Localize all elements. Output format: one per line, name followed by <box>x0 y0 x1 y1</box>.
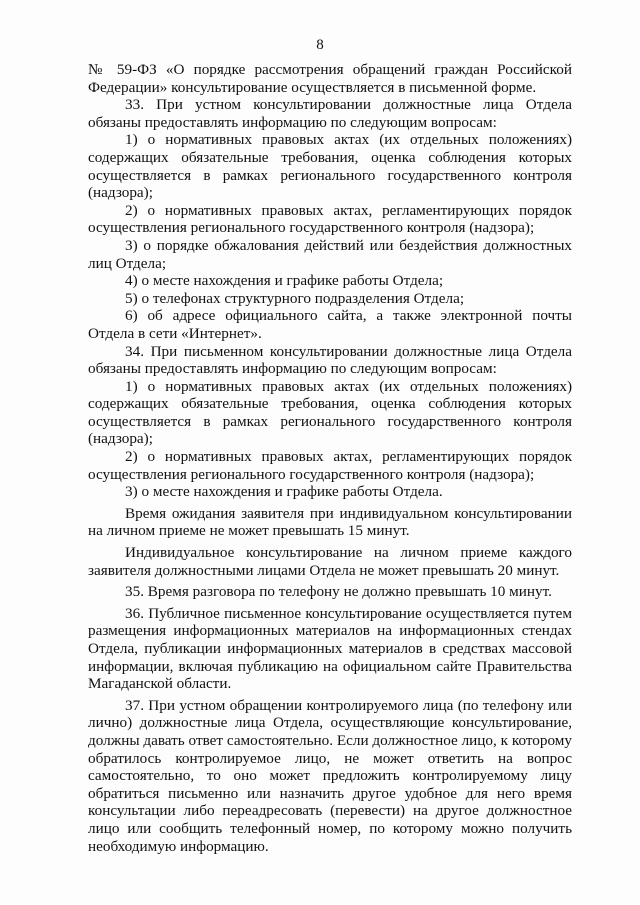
paragraph-continuation: № 59-ФЗ «О порядке рассмотрения обращений граждан Российской Федерации» консультирование осуществляется в письменной форме. <box>88 61 572 96</box>
paragraph-item-37: 37. При устном обращении контролируемого лица (по телефону или лично) должностные лица Отдела, осуществляющие консультирование, должны давать ответ самостоятельно. Если должностное лицо, к которому обратилось контролируемое лицо, не может ответить на вопрос самостоятельно, то оно может предложить контролируемому лицу обратиться письменно или назначить другое удобное для него время консультации либо переадресовать (перевести) на другое должностное лицо или сообщить телефонный номер, по которому можно получить необходимую информацию. <box>88 696 572 855</box>
paragraph-individual-consulting: Индивидуальное консультирование на личном приеме каждого заявителя должностными лицами Отдела не может превышать 20 минут. <box>88 544 572 579</box>
list-item-34-1: 1) о нормативных правовых актах (их отдельных положениях) содержащих обязательные требования, оценка соблюдения которых осуществляется в рамках регионального государственного контроля (надзора); <box>88 377 572 448</box>
paragraph-item-36: 36. Публичное письменное консультирование осуществляется путем размещения информационных материалов на информационных стендах Отдела, публикации информационных материалов в средствах массовой информации, включая публикацию на официальном сайте Правительства Магаданской области. <box>88 604 572 693</box>
list-item-34-3: 3) о месте нахождения и графике работы Отдела. <box>125 483 443 501</box>
list-item-33-3: 3) о порядке обжалования действий или бездействия должностных лиц Отдела; <box>88 236 572 272</box>
list-item-33-4: 4) о месте нахождения и графике работы Отдела; <box>125 272 444 290</box>
paragraph-waiting-time: Время ожидания заявителя при индивидуальном консультировании на личном приеме не может превышать 15 минут. <box>88 504 572 540</box>
document-body <box>88 61 572 855</box>
page-number: 8 <box>316 37 324 53</box>
paragraph-item-33: 33. При устном консультировании должностные лица Отдела обязаны предоставлять информацию по следующим вопросам: <box>88 96 572 131</box>
list-item-33-1: 1) о нормативных правовых актах (их отдельных положениях) содержащих обязательные требования, оценка соблюдения которых осуществляется в рамках регионального государственного контроля (надзора); <box>88 131 572 202</box>
list-item-34-2: 2) о нормативных правовых актах, регламентирующих порядок осуществления регионального государственного контроля (надзора); <box>88 448 572 483</box>
list-item-33-5: 5) о телефонах структурного подразделения Отдела; <box>125 289 465 307</box>
paragraph-item-34: 34. При письменном консультировании должностные лица Отдела обязаны предоставлять информацию по следующим вопросам: <box>88 342 572 378</box>
list-item-33-2: 2) о нормативных правовых актах, регламентирующих порядок осуществления регионального государственного контроля (надзора); <box>88 201 572 237</box>
paragraph-item-35: 35. Время разговора по телефону не должно превышать 10 минут. <box>125 583 552 601</box>
list-item-33-6: 6) об адресе официального сайта, а также электронной почты Отдела в сети «Интернет». <box>88 307 572 342</box>
